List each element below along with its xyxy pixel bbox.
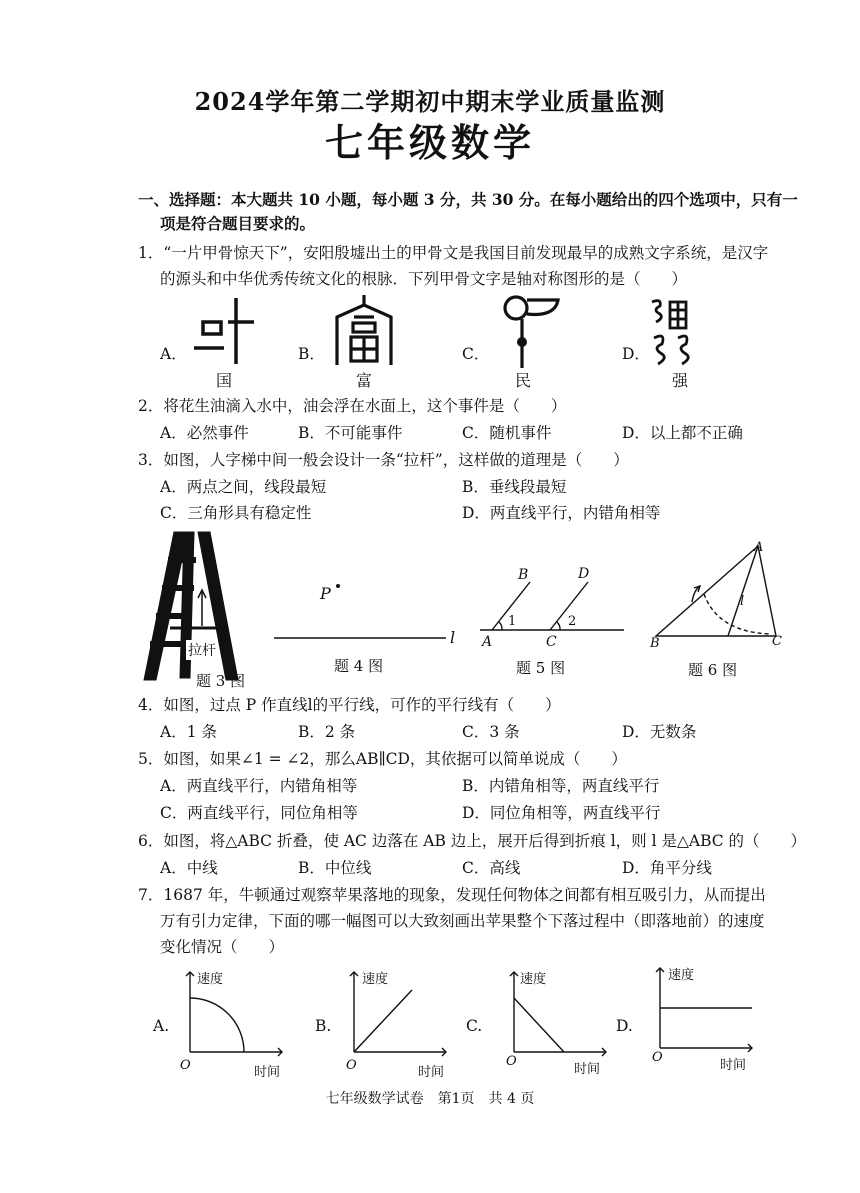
q2-option-b: B．不可能事件 (298, 424, 403, 442)
q1-option-b-char: 富 (356, 371, 373, 390)
q1-stem-cont: 的源头和中华优秀传统文化的根脉．下列甲骨文字是轴对称图形的是（ ） (160, 270, 688, 288)
q7-a-x-axis-label: 时间 (254, 1065, 281, 1080)
fig5-label-b: B (518, 567, 529, 583)
q5-option-a: A．两直线平行，内错角相等 (160, 777, 358, 795)
q1-option-a-letter: A． (160, 345, 187, 363)
fig4-caption: 题 4 图 (334, 657, 384, 675)
q7-c-y-axis-label: 速度 (520, 972, 547, 987)
q5-option-c: C．两直线平行，同位角相等 (160, 804, 358, 822)
q7-graph-a (178, 968, 288, 1058)
fig6-caption: 题 6 图 (688, 661, 738, 679)
q3-option-b: B．垂线段最短 (462, 478, 567, 496)
q3-option-c: C．三角形具有稳定性 (160, 504, 312, 522)
q7-option-d-letter: D. (616, 1017, 633, 1035)
fig6-label-a: A (754, 540, 764, 555)
q1-option-d-char: 强 (672, 371, 689, 390)
section-heading-cont: 项是符合题目要求的。 (160, 214, 316, 233)
oracle-qiang-icon (648, 296, 704, 368)
q1-option-a-char: 国 (216, 371, 233, 390)
oracle-fu-icon (334, 293, 394, 367)
q6-stem: 6．如图，将△ABC 折叠，使 AC 边落在 AB 边上，展开后得到折痕 l，则 l 是△ABC 的（ ） (138, 832, 807, 850)
q5-option-b: B．内错角相等，两直线平行 (462, 777, 660, 795)
q7-c-x-axis-label: 时间 (574, 1062, 601, 1077)
subject-title: 七年级数学 (324, 120, 535, 165)
q6-option-a: A．中线 (160, 859, 218, 877)
q4-option-a: A．1 条 (160, 723, 217, 741)
q4-option-d: D．无数条 (622, 723, 697, 741)
q7-option-b-letter: B. (315, 1017, 332, 1035)
q5-stem: 5．如图，如果∠1 = ∠2，那么AB∥CD，其依据可以简单说成（ ） (138, 750, 627, 768)
q1-option-c-char: 民 (515, 371, 532, 390)
q6-option-d: D．角平分线 (622, 859, 712, 877)
q7-a-origin: O (180, 1058, 191, 1073)
fig6-label-b: B (650, 636, 660, 651)
q2-option-c: C．随机事件 (462, 424, 552, 442)
q7-b-y-axis-label: 速度 (362, 972, 389, 987)
q7-stem: 7．1687 年，牛顿通过观察苹果落地的现象，发现任何物体之间都有相互吸引力，从而提出 (138, 886, 766, 904)
page-footer: 七年级数学试卷 第1页 共 4 页 (325, 1091, 535, 1107)
q4-option-c: C．3 条 (462, 723, 520, 741)
q6-option-b: B．中位线 (298, 859, 372, 877)
fig6-diagram (648, 540, 788, 650)
q5-option-d: D．同位角相等，两直线平行 (462, 804, 661, 822)
fig6-label-l: l (740, 594, 745, 609)
q4-stem: 4．如图，过点 P 作直线l的平行线，可作的平行线有（ ） (138, 696, 561, 714)
q7-graph-d (648, 964, 758, 1054)
q2-option-d: D．以上都不正确 (622, 424, 743, 442)
fig4-diagram (270, 574, 470, 644)
q7-graph-b (342, 968, 452, 1058)
q7-d-y-axis-label: 速度 (668, 968, 695, 983)
fig5-angle-1: 1 (508, 614, 517, 629)
q7-stem-cont2: 变化情况（ ） (160, 938, 285, 956)
q3-option-d: D．两直线平行，内错角相等 (462, 504, 661, 522)
q7-stem-cont1: 万有引力定律，下面的哪一幅图可以大致刻画出苹果整个下落过程中（即落地前）的速度 (160, 912, 765, 930)
fig4-point-label: P (320, 584, 331, 603)
exam-title: 2024学年第二学期初中期末学业质量监测 (194, 87, 666, 116)
q1-stem: 1．“一片甲骨惊天下”，安阳殷墟出土的甲骨文是我国目前发现最早的成熟文字系统，是汉字 (138, 244, 769, 262)
fig3-caption: 题 3 图 (196, 672, 246, 690)
fig4-line-label: l (450, 628, 456, 647)
q1-option-c-letter: C． (462, 345, 490, 363)
q7-d-x-axis-label: 时间 (720, 1058, 747, 1073)
q1-option-b-letter: B． (298, 345, 325, 363)
q3-option-a: A．两点之间，线段最短 (160, 478, 327, 496)
ladder-figure (140, 530, 250, 684)
fig5-label-a: A (482, 634, 493, 650)
q2-stem: 2．将花生油滴入水中，油会浮在水面上，这个事件是（ ） (138, 397, 567, 415)
q7-b-origin: O (346, 1058, 357, 1073)
q7-option-a-letter: A. (153, 1017, 170, 1035)
q4-option-b: B．2 条 (298, 723, 356, 741)
point-p-dot (336, 584, 340, 588)
q1-option-d-letter: D． (622, 345, 650, 363)
q7-c-origin: O (506, 1054, 517, 1069)
fig6-label-c: C (772, 634, 782, 649)
fig5-label-c: C (546, 634, 557, 650)
q7-graph-c (502, 968, 612, 1058)
q2-option-a: A．必然事件 (160, 424, 249, 442)
q6-option-c: C．高线 (462, 859, 521, 877)
oracle-min-icon (496, 292, 562, 370)
q7-b-x-axis-label: 时间 (418, 1065, 445, 1080)
fig5-angle-2: 2 (568, 614, 577, 629)
fig5-label-d: D (578, 566, 590, 582)
section-heading: 一、选择题：本大题共 10 小题，每小题 3 分，共 30 分。在每小题给出的四个选项中，只有一 (138, 190, 798, 209)
fig5-caption: 题 5 图 (516, 659, 566, 677)
oracle-guo-icon (188, 296, 260, 366)
fig3-rod-label: 拉杆 (186, 640, 218, 660)
q7-a-y-axis-label: 速度 (197, 972, 224, 987)
q7-option-c-letter: C. (466, 1017, 483, 1035)
q7-d-origin: O (652, 1050, 663, 1065)
q3-stem: 3．如图，人字梯中间一般会设计一条“拉杆”，这样做的道理是（ ） (138, 451, 629, 469)
